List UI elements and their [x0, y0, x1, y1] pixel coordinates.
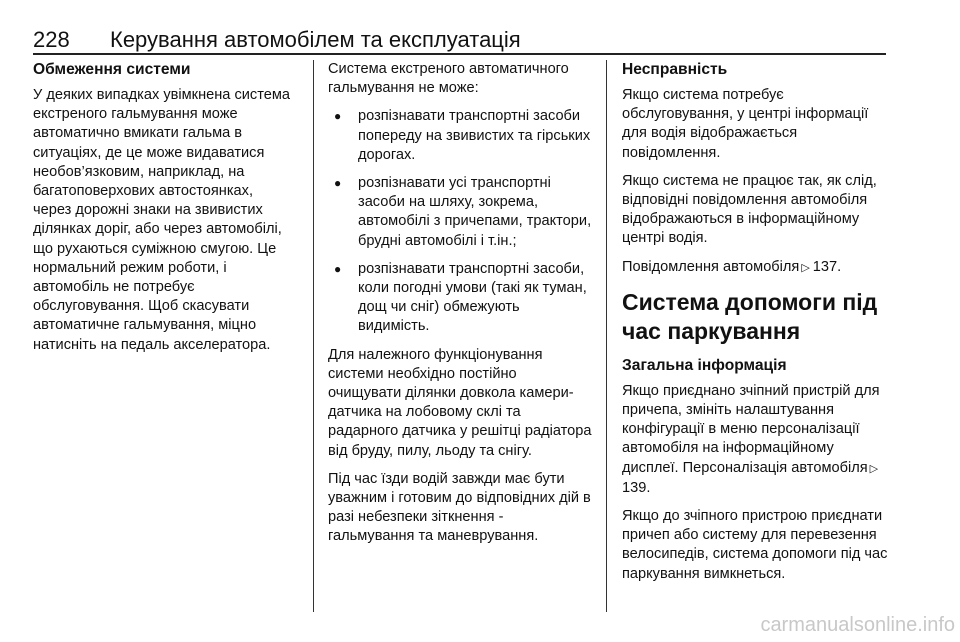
bullet-icon: ● — [334, 261, 342, 276]
page-reference-link[interactable]: 139. — [622, 479, 651, 496]
column-divider-1 — [313, 60, 314, 612]
heading-fault: Несправність — [622, 61, 728, 78]
page-reference-arrow-icon: ▷ — [801, 261, 810, 274]
column-system-limits — [33, 60, 295, 364]
chapter-title: Керування автомобілем та експлуатація — [110, 27, 521, 52]
page-reference-link[interactable]: 137. — [812, 258, 842, 275]
paragraph-general-2: Якщо до зчіпного пристрою приєднати причеп або систему для перевезення велосипедів, система допомоги під час паркування вимкнеться. — [622, 508, 888, 582]
heading-general-info: Загальна інформація — [622, 356, 787, 374]
list-item: ● розпізнавати транспортні засоби, коли погодні умови (такі як туман, дощ чи сніг) обмежують видимість. — [334, 260, 587, 335]
column-fault-parking — [622, 60, 888, 593]
list-item: ● розпізнавати усі транспортні засоби на шляху, зокрема, автомобілі з причепами, трактори, брудні автомобілі і т.ін.; — [334, 175, 592, 249]
paragraph-driver-attention: Під час їзди водій завжди має бути уважним і готовим до відповідних дій в разі небезпеки зіткнення - гальмування та маневрування. — [328, 470, 591, 545]
paragraph-cleaning: Для належного функціонування системи необхідно постійно очищувати ділянки довкола камери-датчика на лобовому склі та радарного датчика у решітці радіатора від бруду, пилу, льоду та снігу. — [328, 346, 592, 459]
limitations-list — [328, 107, 593, 336]
paragraph-fault-1: Якщо система потребує обслуговування, у центрі інформації для водія відображається повідомлення. — [622, 87, 869, 161]
bullet-icon: ● — [334, 109, 342, 124]
paragraph-fault-2: Якщо система не працює так, як слід, відповідні повідомлення автомобіля відображаються в інформаційному центрі водія. — [622, 172, 877, 247]
bullet-icon: ● — [334, 176, 342, 191]
paragraph-limits: У деяких випадках увімкнена система екстреного гальмування може автоматично вмикати гальма в ситуаціях, де це може видаватися необов’язковим, наприклад, на багатоповерхових автостоянках, через дорожні знаки на звивистих ділянках доріг, або через автомобілі, що рухаються суміжною смугою. Це нормальний режим роботи, і автомобіль не потребує обслуговування. Щоб скасувати автоматичне гальмування, міцно натисніть на педаль акселератора. — [33, 87, 291, 353]
paragraph-vehicle-messages-ref: Повідомлення автомобіля ▷ 137. — [622, 258, 888, 278]
page-header — [33, 26, 886, 54]
heading-system-limits: Обмеження системи — [33, 61, 191, 78]
paragraph-intro: Система екстреного автоматичного гальмування не може: — [328, 61, 569, 97]
page-number: 228 — [33, 27, 70, 52]
page-reference-arrow-icon: ▷ — [869, 462, 879, 475]
column-divider-2 — [606, 60, 607, 612]
watermark: carmanualsonline.info — [760, 614, 955, 636]
list-item: ● розпізнавати транспортні засоби попереду на звивистих та гірських дорогах. — [334, 108, 591, 163]
paragraph-general-1: Якщо приєднано зчіпний пристрій для причепа, змініть налаштування конфігурації в меню персоналізації автомобіля на інформаційному дисплеї. Персоналізація автомобіля ▷139. — [622, 382, 880, 496]
header-divider — [33, 53, 886, 55]
column-limitations — [328, 60, 593, 556]
section-title-parking-assist: Система допомоги під час паркування — [622, 288, 878, 344]
